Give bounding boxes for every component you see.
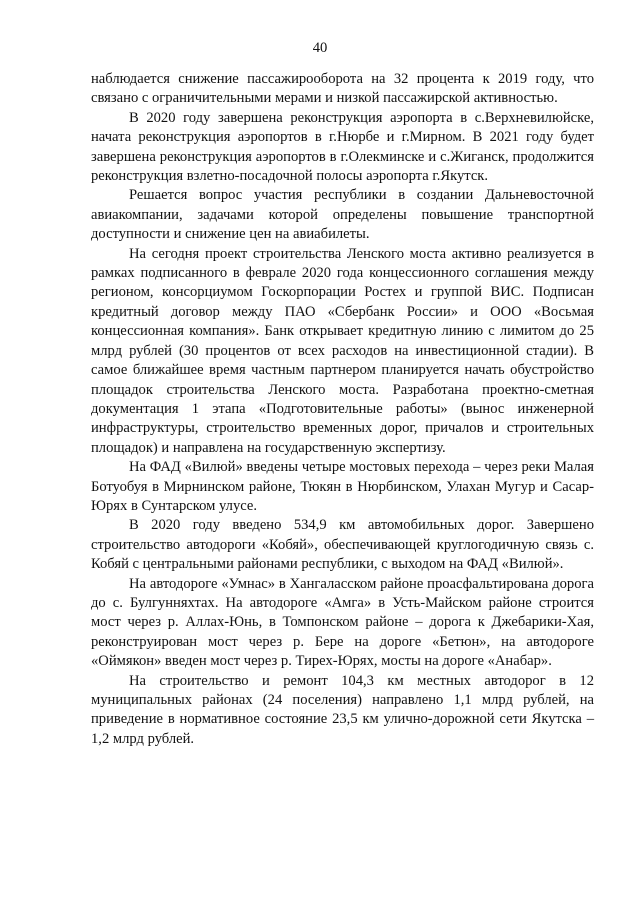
paragraph-passenger-traffic: наблюдается снижение пассажирооборота на 32 процента к 2019 году, что связано с ограничительными мерами и низкой пассажирской активностью. xyxy=(91,71,594,107)
paragraph-airport-reconstruction: В 2020 году завершена реконструкция аэропорта в с.Верхневилюйске, начата реконструкция аэропортов в г.Нюрбе и г.Мирном. В 2021 году будет завершена реконструкция аэропортов в г.Олекминске и с.Жиганск, продолжится реконструкция взлетно-посадочной полосы аэропорта г.Якутск. xyxy=(91,109,594,185)
body-text xyxy=(91,70,594,749)
paragraph-lena-bridge: На сегодня проект строительства Ленского моста активно реализуется в рамках подписанного в феврале 2020 года концессионного соглашения между регионом, консорциумом Госкорпорации Ростех и группой ВИС. Подписан кредитный договор между ПАО «Сбербанк России» и ООО «Восьмая концессионная компания». Банк открывает кредитную линию с лимитом до 25 млрд рублей (30 процентов от всех расходов на инвестиционной стадии). В самое ближайшее время частным партнером планируется начать обустройство площадок строительства Ленского моста. Разработана проектно-сметная документация 1 этапа «Подготовительные работы» (вынос инженерной инфраструктуры, строительство временных дорог, причалов и строительных площадок) и направлена на государственную экспертизу. xyxy=(91,245,594,456)
paragraph-regional-roads: На автодороге «Умнас» в Хангаласском районе проасфальтирована дорога до с. Булгунняхтах. На автодороге «Амга» в Усть-Майском районе строится мост через р. Аллах-Юнь, в Томпонском районе – дорога к Джебарики-Хая, реконструирован мост через р. Бере на дороге «Бетюн», на автодороге «Оймякон» введен мост через р. Тирех-Юрях, мосты на дороге «Анабар». xyxy=(91,575,594,670)
paragraph-roads-2020: В 2020 году введено 534,9 км автомобильных дорог. Завершено строительство автодороги «Кобяй», обеспечивающей круглогодичную связь с. Кобяй с центральными районами республики, с выходом на ФАД «Вилюй». xyxy=(91,517,594,573)
paragraph-far-east-airline: Решается вопрос участия республики в создании Дальневосточной авиакомпании, задачами которой определены повышение транспортной доступности и снижение цен на авиабилеты. xyxy=(91,187,594,243)
paragraph-local-roads-funding: На строительство и ремонт 104,3 км местных автодорог в 12 муниципальных районах (24 поселения) направлено 1,1 млрд рублей, на приведение в нормативное состояние 23,5 км улично-дорожной сети Якутска – 1,2 млрд рублей. xyxy=(91,672,594,747)
paragraph-vilyuy-bridges: На ФАД «Вилюй» введены четыре мостовых перехода – через реки Малая Ботуобуя в Мирнинском районе, Тюкян в Нюрбинском, Улахан Мугур и Сасар-Юрях в Сунтарском улусе. xyxy=(91,459,594,514)
page-number: 40 xyxy=(312,40,328,56)
